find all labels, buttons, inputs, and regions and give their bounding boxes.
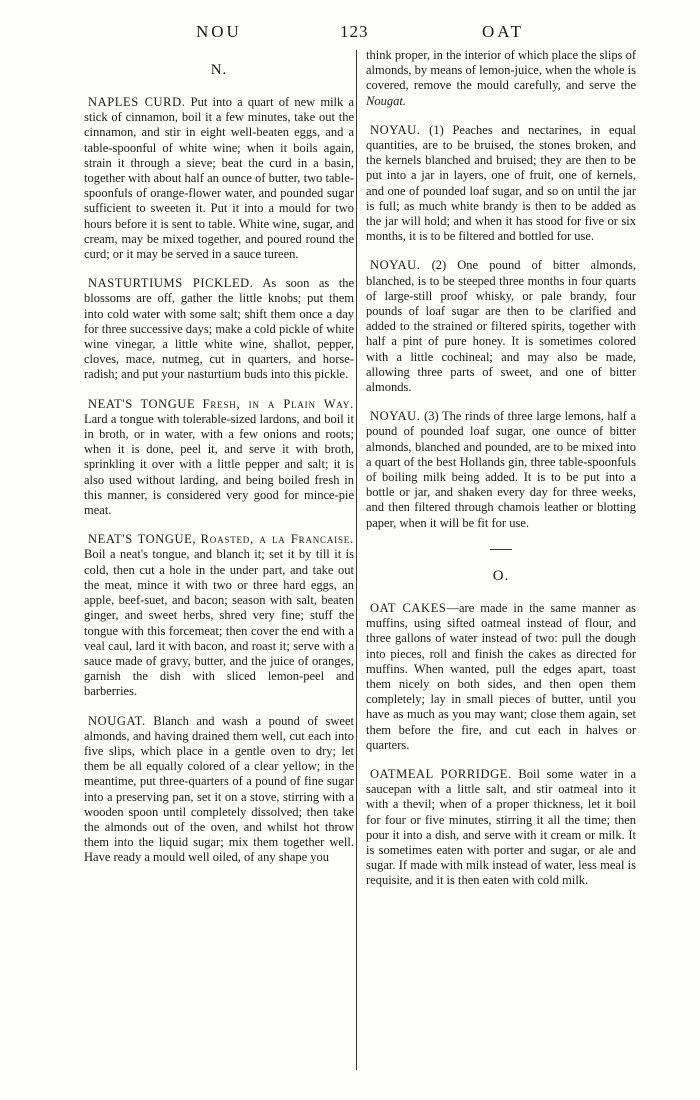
entry-body: Boil a neat's tongue, and blanch it; set it by till it is cold, then cut a hole in the under part, and take out the meat, mince it with two or three hard eggs, an apple, beef-suet, and bacon; season with salt, beaten ginger, and sweet herbs, shred very fine; stuff the tongue with this forcemeat; then cover the end with a veal caul, lard it with bacon, and roast it; serve with a sauce made of gravy, butter, and the juice of oranges, garnish the dish with sliced lemon-peel and barberries. <box>84 547 354 699</box>
entry-neats-tongue-roasted <box>84 532 354 699</box>
entry-noyau-2 <box>366 258 636 395</box>
entry-body: Boil some water in a saucepan with a little salt, and stir oatmeal into it with a thevil; when of a proper thickness, let it boil for four or five minutes, stirring it all the time; then pour it into a dish, and serve with it cream or milk. It is sometimes eaten with porter and sugar, or ale and sugar. If made with milk instead of water, less meal is requisite, and it is then eaten with cold milk. <box>366 766 637 888</box>
entry-body: One pound of bitter almonds, blanched, is to be steeped three months in four quarts of large-still proof whisky, or pale brandy, four pounds of loaf sugar are then to be clarified and added to the strained or filtered spirits, together with half a pint of pure honey. It is sometimes colored with a little cochineal; and may also be made, allowing three parts of sweet, and one of bitter almonds. <box>366 258 637 395</box>
entry-heading: OAT CAKES <box>370 600 447 615</box>
header-left-guide-word: NOU <box>196 22 242 41</box>
entry-body: The rinds of three large lemons, half a pound of pounded loaf sugar, one ounce of bitter almonds, blanched and pounded, are to be mixed into a quart of the best Hollands gin, three table-spoonfuls of boiling milk being added. It is to be put into a bottle or jar, and shaken every day for three weeks, and then filtered through chamois leather or blotting paper, when it will be fit for use. <box>366 409 636 530</box>
entry-heading: NOYAU. <box>370 122 421 137</box>
entry-body: think proper, in the interior of which place the slips of almonds, by means of lemon-juice, when the whole is covered, remove the mould carefully, and serve the <box>366 48 636 93</box>
entry-nougat <box>84 714 354 866</box>
entry-oat-cakes <box>366 601 636 753</box>
running-header <box>0 22 700 46</box>
section-letter-o: O. <box>492 567 510 584</box>
entry-naples-curd <box>84 95 354 262</box>
entry-heading: NEAT'S TONGUE <box>88 396 196 411</box>
entry-body: Put into a quart of new milk a stick of cinnamon, boil it a few minutes, take out the cinnamon, and stir in eight well-beaten eggs, and a table-spoonful of white wine; when it boils again, strain it through a sieve; beat the curd in a basin, together with about half an ounce of butter, two table-spoonfuls of orange-flower water, and pounded sugar sufficient to sweeten it. Put it into a mould for two hours before it is sent to table. White wine, sugar, and cream, may be mixed together, and poured round the curd; or it may be served in a sauce tureen. <box>84 95 354 262</box>
entry-oatmeal-porridge <box>366 767 636 889</box>
entry-neats-tongue-fresh <box>84 397 354 519</box>
entry-heading: NAPLES CURD. <box>88 95 186 109</box>
entry-nasturtiums-pickled <box>84 276 354 382</box>
entry-number: (2) <box>431 258 447 273</box>
entry-body: Lard a tongue with tolerable-sized lardons, and boil it in broth, or in water, with a few onions and roots; when it is done, peel it, and serve it with broth, sprinkling it over with a little pepper and salt; it is also used without larding, and being boiled fresh in this manner, is considered very good for mince-pie meat. <box>84 411 354 518</box>
entry-italic-term: Nougat. <box>366 93 406 108</box>
entry-body: —are made in the same manner as muffins, using sifted oatmeal instead of flour, and three gallons of water instead of two: pull the dough into pieces, roll and finish the cakes as directed for muffins. When wanted, pull the edges apart, toast them nicely on both sides, and then open them completely; lay in small pieces of butter, until you have as much as you may want; close them again, set them before the fire, and cut each in halves or quarters. <box>366 600 636 752</box>
entry-number: (3) <box>424 409 439 424</box>
entry-nougat-continued <box>366 48 636 109</box>
right-column <box>366 48 636 903</box>
section-letter-n: N. <box>210 62 228 78</box>
entry-noyau-1 <box>366 123 636 245</box>
page-number: 123 <box>340 22 369 41</box>
entry-body: As soon as the blossoms are off, gather the little knobs; put them into cold water with some salt; shift them once a day for three successive days; make a cold pickle of white wine vinegar, a little white wine, shallot, pepper, cloves, mace, nutmeg, cut in quarters, and horse-radish; and put your nasturtium buds into this pickle. <box>84 276 354 382</box>
entry-heading: NEAT'S TONGUE, <box>88 532 197 547</box>
entry-heading: NOUGAT. <box>88 713 146 728</box>
entry-heading: NASTURTIUMS PICKLED. <box>88 276 254 291</box>
entry-number: (1) <box>429 122 444 137</box>
entry-body: Blanch and wash a pound of sweet almonds, and having drained them well, cut each into five slips, which place in a gentle oven to dry; let them be all equally colored of a clear yellow; in the meantime, put three-quarters of a pound of fine sugar into a preserving pan, set it on a stove, stirring with a wooden spoon until completely dissolved; then take the almonds out of the oven, and whilst hot throw them into the liquid sugar; mix them together well. Have ready a mould well oiled, of any shape you <box>84 713 354 865</box>
left-column <box>84 48 354 880</box>
entry-subheading: Fresh, in a Plain Way. <box>202 396 355 411</box>
entry-subheading: Roasted, a la Francaise. <box>200 532 354 547</box>
entry-noyau-3 <box>366 409 636 531</box>
entry-heading: OATMEAL PORRIDGE. <box>370 766 512 781</box>
section-divider <box>490 549 512 550</box>
entry-heading: NOYAU. <box>370 409 421 424</box>
column-divider <box>356 50 357 1070</box>
header-right-guide-word: OAT <box>482 22 525 41</box>
entry-body: Peaches and nectarines, in equal quantities, are to be bruised, the stones broken, and the kernels blanched and bruised; they are then to be put into a jar in layers, one of fruit, one of kernels, and one of pounded loaf sugar, and so on until the jar is full; as much white brandy is then to be added as the jar will hold; and when it has stood for five or six months, it is to be filtered and bottled for use. <box>366 122 637 244</box>
entry-heading: NOYAU. <box>370 258 421 273</box>
